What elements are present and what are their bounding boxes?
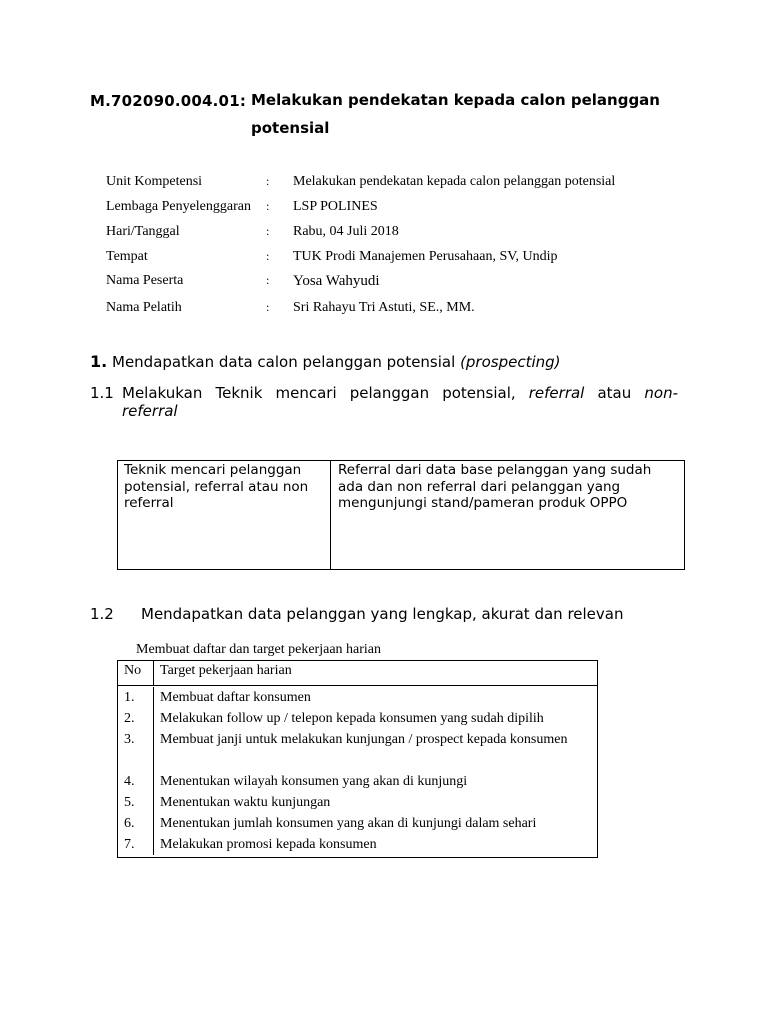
task-text: Melakukan promosi kepada konsumen <box>160 837 377 852</box>
info-label: Nama Peserta <box>106 273 184 288</box>
header-no: No <box>118 661 154 685</box>
atau-word: atau <box>597 384 632 402</box>
document-code: M.702090.004.01: <box>90 92 247 110</box>
info-colon: : <box>266 273 270 287</box>
task-number: 6. <box>124 816 135 831</box>
task-number: 2. <box>124 711 135 726</box>
info-colon: : <box>266 249 270 263</box>
task-number: 7. <box>124 837 135 852</box>
task-table <box>117 660 598 858</box>
task-text: Menentukan waktu kunjungan <box>160 795 331 810</box>
section-number: 1. <box>90 352 108 371</box>
info-value: LSP POLINES <box>293 199 378 214</box>
subsection-title: Mendapatkan data pelanggan yang lengkap, akurat dan relevan <box>141 605 624 623</box>
info-colon: : <box>266 174 270 188</box>
task-text: Menentukan wilayah konsumen yang akan di kunjungi <box>160 774 468 789</box>
info-colon: : <box>266 224 270 238</box>
task-texts <box>154 687 597 855</box>
info-value: Yosa Wahyudi <box>293 273 380 289</box>
info-label: Hari/Tanggal <box>106 224 180 239</box>
info-label: Lembaga Penyelenggaran <box>106 199 251 214</box>
info-value: Melakukan pendekatan kepada calon pelanggan potensial <box>293 174 616 189</box>
section-title-italic: (prospecting) <box>460 353 561 371</box>
info-label: Tempat <box>106 249 148 264</box>
technique-table <box>117 460 685 570</box>
task-number: 4. <box>124 774 135 789</box>
subsection-text-line2: referral <box>122 402 178 420</box>
task-number: 5. <box>124 795 135 810</box>
technique-label-cell: Teknik mencari pelanggan potensial, referral atau non referral <box>118 461 331 569</box>
task-text: Membuat janji untuk melakukan kunjungan / prospect kepada konsumen <box>160 732 568 747</box>
subsection-text <box>122 384 678 402</box>
task-numbers <box>118 687 154 855</box>
info-label: Nama Pelatih <box>106 300 182 315</box>
task-number: 3. <box>124 732 135 747</box>
task-table-header <box>118 661 597 686</box>
task-table-body <box>118 686 597 857</box>
task-text: Melakukan follow up / telepon kepada konsumen yang sudah dipilih <box>160 711 544 726</box>
info-colon: : <box>266 199 270 213</box>
subsection-number: 1.1 <box>90 384 114 402</box>
text-start: Melakukan Teknik mencari pelanggan potensial, <box>122 384 516 402</box>
technique-value-cell: Referral dari data base pelanggan yang sudah ada dan non referral dari pelanggan yang mengunjungi stand/pameran produk OPPO <box>338 462 652 511</box>
info-label: Unit Kompetensi <box>106 174 203 189</box>
info-value: Sri Rahayu Tri Astuti, SE., MM. <box>293 300 475 315</box>
document-title: Melakukan pendekatan kepada calon pelanggan potensial <box>251 91 660 137</box>
info-value: TUK Prodi Manajemen Perusahaan, SV, Undip <box>293 249 558 264</box>
header-target: Target pekerjaan harian <box>160 663 292 678</box>
info-colon: : <box>266 300 270 314</box>
referral-word: referral <box>528 384 585 402</box>
task-text: Menentukan jumlah konsumen yang akan di kunjungi dalam sehari <box>160 816 537 831</box>
non-word: non- <box>644 384 678 402</box>
table-caption: Membuat daftar dan target pekerjaan harian <box>136 642 382 657</box>
task-text: Membuat daftar konsumen <box>160 690 311 705</box>
section-title: Mendapatkan data calon pelanggan potensial <box>112 353 456 371</box>
section-1-heading <box>90 352 561 371</box>
task-number: 1. <box>124 690 135 705</box>
subsection-number: 1.2 <box>90 605 114 623</box>
subsection-1-2 <box>90 605 624 623</box>
info-value: Rabu, 04 Juli 2018 <box>293 224 399 239</box>
